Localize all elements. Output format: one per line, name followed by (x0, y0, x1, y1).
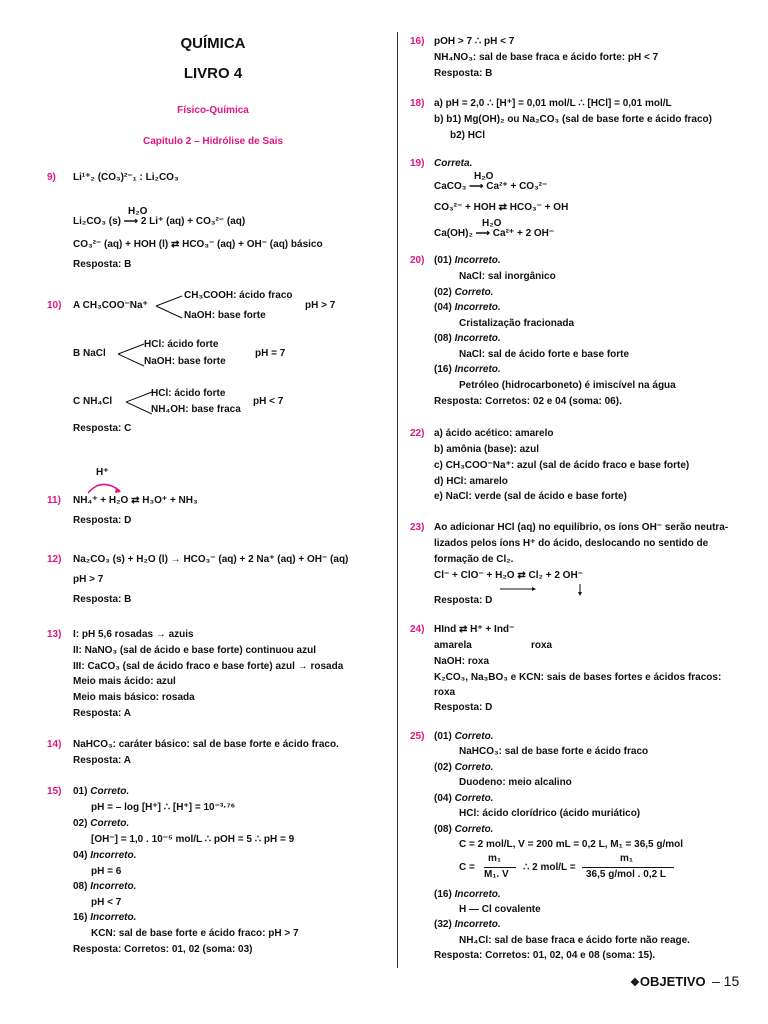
question-number: 13) (47, 629, 62, 640)
question-number: 18) (410, 98, 425, 109)
answer-line: II: NaNO₃ (sal de ácido e base forte) continuou azul (73, 645, 316, 656)
answer-line: Resposta: D (434, 702, 493, 713)
answer-line: C = 2 mol/L, V = 200 mL = 0,2 L, M₁ = 36,5 g/mol (459, 839, 684, 850)
answer-line: (16) Incorreto. (434, 364, 501, 375)
question-number: 19) (410, 158, 425, 169)
answer-line: HCl: ácido forte (151, 388, 226, 399)
answer-line: pH > 7 (73, 574, 104, 585)
answer-line: (04) Correto. (434, 793, 494, 804)
answer-line: NH₄NO₃: sal de base fraca e ácido forte: pH < 7 (434, 52, 659, 63)
answer-line: pH < 7 (91, 897, 122, 908)
question-number: 9) (47, 172, 56, 183)
answer-line: H₂O (482, 218, 502, 229)
answer-line: M₁. V (484, 869, 509, 880)
answer-line: NaCl: sal inorgânico (459, 271, 556, 282)
answer-line: (02) Correto. (434, 287, 494, 298)
answer-line: CO₃²⁻ + HOH ⇄ HCO₃⁻ + OH (434, 202, 569, 213)
question-number: 15) (47, 786, 62, 797)
answer-line: NaOH: base forte (184, 310, 266, 321)
answer-line: 02) Correto. (73, 818, 130, 829)
answer-line: (08) Correto. (434, 824, 494, 835)
publisher-logo: ❖OBJETIVO (630, 974, 706, 989)
answer-line: K₂CO₃, Na₃BO₃ e KCN: sais de bases fortes e ácidos fracos: (434, 672, 722, 683)
answer-line: Meio mais básico: rosada (73, 692, 195, 703)
answer-line: KCN: sal de base forte e ácido fraco: pH > 7 (91, 928, 299, 939)
answer-line: Cristalização fracionada (459, 318, 575, 329)
answer-line: Resposta: B (434, 68, 493, 79)
answer-line: H — Cl covalente (459, 904, 541, 915)
answer-line: Petróleo (hidrocarboneto) é imiscível na água (459, 380, 676, 391)
answer-line: CaCO₃ ⟶ Ca²⁺ + CO₃²⁻ (434, 181, 548, 192)
answer-line: formação de Cl₂. (434, 554, 514, 565)
answer-line: NaOH: base forte (144, 356, 226, 367)
answer-line: I: pH 5,6 rosadas → azuis (73, 629, 194, 640)
answer-line: Ca(OH)₂ ⟶ Ca²⁺ + 2 OH⁻ (434, 228, 555, 239)
answer-line: (01) Incorreto. (434, 255, 501, 266)
question-number: 24) (410, 624, 425, 635)
answer-line: Resposta: Corretos: 01, 02, 04 e 08 (soma: 15). (434, 950, 656, 961)
answer-line: Meio mais ácido: azul (73, 676, 176, 687)
answer-line: Resposta: Corretos: 01, 02 (soma: 03) (73, 944, 253, 955)
answer-line: roxa (531, 640, 553, 651)
branch-lines-10a (154, 292, 194, 322)
area-subtitle: Físico-Química (177, 105, 249, 116)
answer-line: (04) Incorreto. (434, 302, 501, 313)
answer-line: m₁ (488, 853, 502, 864)
answer-line: HCl: ácido forte (144, 339, 219, 350)
answer-line: pH = – log [H⁺] ∴ [H⁺] = 10⁻³·⁷⁶ (91, 802, 236, 813)
answer-line: d) HCl: amarelo (434, 476, 508, 487)
answer-line: pH > 7 (305, 300, 336, 311)
answer-line: NaOH: roxa (434, 656, 490, 667)
question-number: 23) (410, 522, 425, 533)
answer-line: HCl: ácido clorídrico (ácido muriático) (459, 808, 641, 819)
branch-lines-10c (124, 388, 164, 418)
page-number: – 15 (712, 973, 740, 989)
question-number: 10) (47, 300, 62, 311)
answer-line: b) amônia (base): azul (434, 444, 540, 455)
answer-line: NH₄OH: base fraca (151, 404, 241, 415)
answer-line: NH₄Cl: sal de base fraca e ácido forte não reage. (459, 935, 690, 946)
answer-line: H₂O (128, 206, 148, 217)
objetivo-logo-icon: ❖ (630, 977, 640, 989)
answer-line: 08) Incorreto. (73, 881, 137, 892)
book-title: LIVRO 4 (183, 65, 243, 82)
answer-line: Li₂CO₃ (s) ⟶ 2 Li⁺ (aq) + CO₃²⁻ (aq) (73, 216, 246, 227)
answer-line: (02) Correto. (434, 762, 494, 773)
answer-line: Correta. (434, 158, 473, 169)
answer-line: pH < 7 (253, 396, 284, 407)
answer-line: CH₃COOH: ácido fraco (184, 290, 293, 301)
answer-line: amarela (434, 640, 472, 651)
answer-line: Resposta: D (434, 595, 493, 606)
answer-line: m₁ (620, 853, 634, 864)
question-number: 22) (410, 428, 425, 439)
answer-line: Duodeno: meio alcalino (459, 777, 572, 788)
answer-line: C NH₄Cl (73, 396, 113, 407)
answer-line: (08) Incorreto. (434, 333, 501, 344)
answer-line: Resposta: B (73, 594, 132, 605)
answer-line: Resposta: A (73, 708, 131, 719)
question-number: 25) (410, 731, 425, 742)
answer-line: a) ácido acético: amarelo (434, 428, 554, 439)
equilibrium-shift-arrows (496, 582, 596, 602)
column-divider (397, 32, 398, 968)
answer-line: H₂O (474, 171, 494, 182)
answer-line: Ao adicionar HCl (aq) no equilíbrio, os íons OH⁻ serão neutra- (434, 522, 729, 533)
answer-line: 16) Incorreto. (73, 912, 137, 923)
question-number: 11) (47, 495, 61, 506)
answer-line: Resposta: D (73, 515, 132, 526)
answer-line: e) NaCl: verde (sal de ácido e base forte) (434, 491, 627, 502)
question-number: 14) (47, 739, 62, 750)
answer-line: Cl⁻ + ClO⁻ + H₂O ⇄ Cl₂ + 2 OH⁻ (434, 570, 583, 581)
answer-line: pOH > 7 ∴ pH < 7 (434, 36, 515, 47)
answer-line: NaCl: sal de ácido forte e base forte (459, 349, 630, 360)
proton-transfer-arrow-icon (86, 477, 126, 497)
answer-line: NH₄⁺ + H₂O ⇄ H₃O⁺ + NH₃ (73, 495, 198, 506)
answer-line: Resposta: A (73, 755, 131, 766)
page-title: QUÍMICA (180, 35, 246, 52)
answer-line: pH = 6 (91, 866, 122, 877)
answer-line: CO₃²⁻ (aq) + HOH (l) ⇄ HCO₃⁻ (aq) + OH⁻ (aq) básico (73, 239, 323, 250)
answer-line: NaHCO₃: sal de base forte e ácido fraco (459, 746, 649, 757)
answer-line: Na₂CO₃ (s) + H₂O (l) → HCO₃⁻ (aq) + 2 Na⁺ (aq) + OH⁻ (aq) (73, 554, 349, 565)
answer-line: (01) Correto. (434, 731, 494, 742)
answer-line: ∴ 2 mol/L = (523, 862, 576, 873)
answer-line: NaHCO₃: caráter básico: sal de base forte e ácido fraco. (73, 739, 339, 750)
answer-line: HInd ⇄ H⁺ + Ind⁻ (434, 624, 515, 635)
answer-line: Li¹⁺₂ (CO₃)²⁻₁ : Li₂CO₃ (73, 172, 179, 183)
question-number: 12) (47, 554, 62, 565)
answer-line: [OH⁻] = 1,0 . 10⁻⁵ mol/L ∴ pOH = 5 ∴ pH = 9 (91, 834, 295, 845)
answer-line: H⁺ (96, 467, 109, 478)
answer-line: Resposta: Corretos: 02 e 04 (soma: 06). (434, 396, 622, 407)
answer-line: Resposta: C (73, 423, 132, 434)
answer-line: b2) HCl (450, 130, 485, 141)
answer-line: roxa (434, 687, 456, 698)
answer-line: 01) Correto. (73, 786, 130, 797)
answer-line: 04) Incorreto. (73, 850, 137, 861)
fraction-bar-2 (582, 867, 674, 868)
answer-line: A CH₃COO⁻Na⁺ (73, 300, 148, 311)
answer-line: pH = 7 (255, 348, 286, 359)
answer-line: C = (459, 862, 475, 873)
branch-lines-10b (116, 340, 156, 370)
answer-line: a) pH = 2,0 ∴ [H⁺] = 0,01 mol/L ∴ [HCl] = 0,01 mol/L (434, 98, 672, 109)
answer-line: 36,5 g/mol . 0,2 L (586, 869, 667, 880)
answer-line: lizados pelos íons H⁺ do ácido, deslocando no sentido de (434, 538, 709, 549)
answer-line: B NaCl (73, 348, 106, 359)
fraction-bar-1 (484, 867, 516, 868)
answer-line: Resposta: B (73, 259, 132, 270)
answer-line: c) CH₃COO⁻Na⁺: azul (sal de ácido fraco e base forte) (434, 460, 690, 471)
chapter-subtitle: Capítulo 2 – Hidrólise de Sais (142, 136, 284, 147)
question-number: 16) (410, 36, 425, 47)
answer-line: III: CaCO₃ (sal de ácido fraco e base forte) azul → rosada (73, 661, 344, 672)
answer-line: (32) Incorreto. (434, 919, 501, 930)
answer-line: (16) Incorreto. (434, 889, 501, 900)
answer-line: b) b1) Mg(OH)₂ ou Na₂CO₃ (sal de base forte e ácido fraco) (434, 114, 712, 125)
question-number: 20) (410, 255, 425, 266)
